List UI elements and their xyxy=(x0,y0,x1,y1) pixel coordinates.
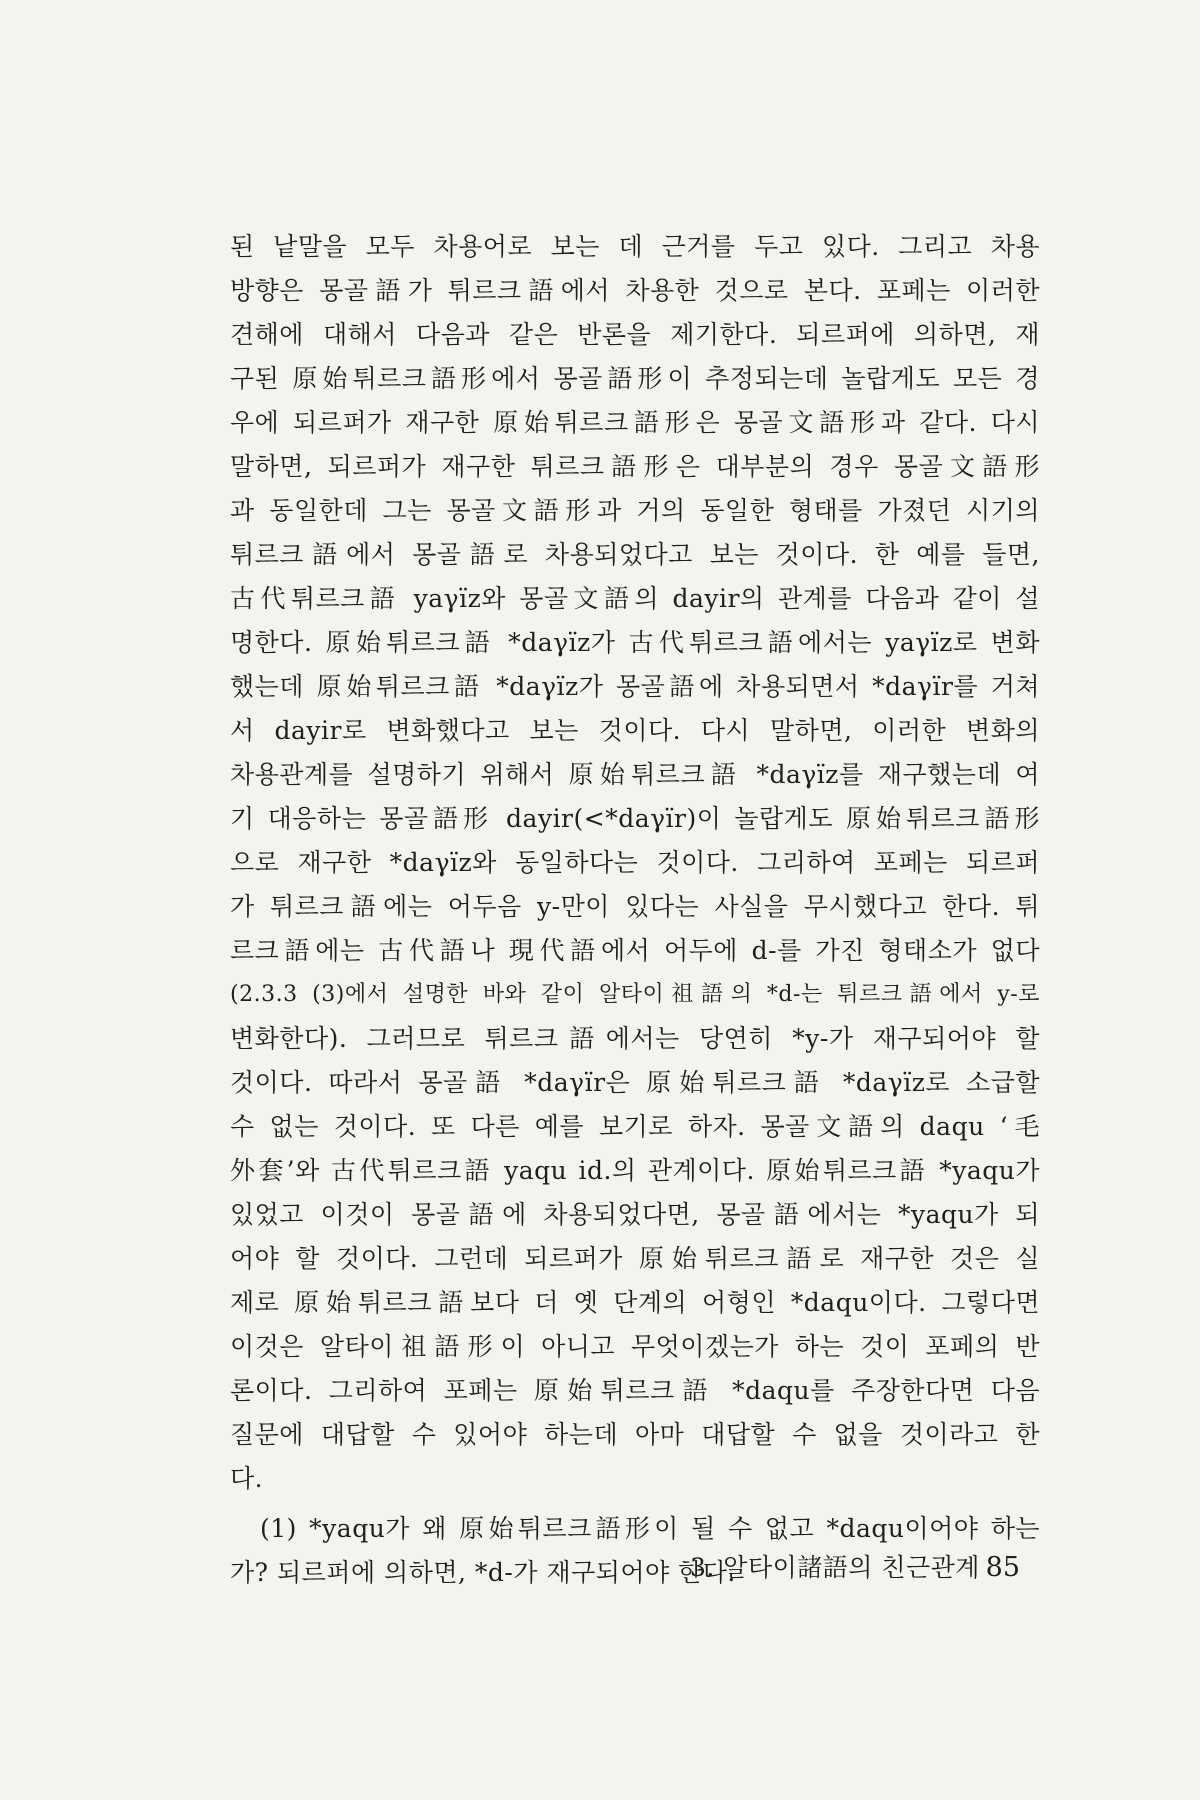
text-line: 다. xyxy=(230,1464,264,1493)
text-line: 질문에 대답할 수 있어야 하는데 아마 대답할 수 없을 것이라고 한 xyxy=(230,1420,1040,1449)
text-line: 外套’와 古代튀르크語 yaqu id.의 관계이다. 原始튀르크語 *yaqu가 xyxy=(230,1156,1040,1185)
text-line: 했는데 原始튀르크語 *daγïz가 몽골語에 차용되면서 *daγïr를 거쳐 xyxy=(230,672,1040,701)
text-line: 古代튀르크語 yaγïz와 몽골文語의 dayir의 관계를 다음과 같이 설 xyxy=(230,584,1040,613)
text-line: 서 dayir로 변화했다고 보는 것이다. 다시 말하면, 이러한 변화의 xyxy=(230,716,1040,745)
text-line: 제로 原始튀르크語보다 더 옛 단계의 어형인 *daqu이다. 그렇다면 xyxy=(230,1288,1040,1317)
text-line: 구된 原始튀르크語形에서 몽골語形이 추정되는데 놀랍게도 모든 경 xyxy=(230,364,1040,393)
text-line: 차용관계를 설명하기 위해서 原始튀르크語 *daγïz를 재구했는데 여 xyxy=(230,760,1040,789)
text-line: 이것은 알타이祖語形이 아니고 무엇이겠는가 하는 것이 포페의 반 xyxy=(230,1332,1040,1361)
text-line: 으로 재구한 *daγïz와 동일하다는 것이다. 그리하여 포페는 되르퍼 xyxy=(230,848,1040,877)
question-line: 가? 되르퍼에 의하면, *d-가 재구되어야 한다. xyxy=(230,1558,736,1587)
text-line: 것이다. 따라서 몽골語 *daγïr은 原始튀르크語 *daγïz로 소급할 xyxy=(230,1068,1040,1097)
text-line: 수 없는 것이다. 또 다른 예를 보기로 하자. 몽골文語의 daqu ‘毛 xyxy=(230,1112,1040,1141)
text-line: 르크語에는 古代語나 現代語에서 어두에 d-를 가진 형태소가 없다 xyxy=(230,936,1040,965)
running-head: 3. 알타이諸語의 친근관계 xyxy=(690,1553,980,1582)
text-line: 튀르크語에서 몽골語로 차용되었다고 보는 것이다. 한 예를 들면, xyxy=(230,540,1040,569)
text-line: (2.3.3 (3)에서 설명한 바와 같이 알타이祖語의 *d-는 튀르크語에서 y-로 xyxy=(230,982,1040,1007)
text-line: 우에 되르퍼가 재구한 原始튀르크語形은 몽골文語形과 같다. 다시 xyxy=(230,408,1040,437)
text-line: 견해에 대해서 다음과 같은 반론을 제기한다. 되르퍼에 의하면, 재 xyxy=(230,320,1040,349)
text-line: 어야 할 것이다. 그런데 되르퍼가 原始튀르크語로 재구한 것은 실 xyxy=(230,1244,1040,1273)
body-text xyxy=(230,225,1040,1595)
text-line: 과 동일한데 그는 몽골文語形과 거의 동일한 형태를 가졌던 시기의 xyxy=(230,496,1040,525)
text-line: 가 튀르크語에는 어두음 y-만이 있다는 사실을 무시했다고 한다. 튀 xyxy=(230,892,1040,921)
question-line: (1) *yaqu가 왜 原始튀르크語形이 될 수 없고 *daqu이어야 하는 xyxy=(260,1514,1040,1543)
page-footer xyxy=(690,1548,1020,1584)
text-line: 된 낱말을 모두 차용어로 보는 데 근거를 두고 있다. 그리고 차용 xyxy=(230,232,1040,261)
text-line: 론이다. 그리하여 포페는 原始튀르크語 *daqu를 주장한다면 다음 xyxy=(230,1376,1040,1405)
text-line: 변화한다). 그러므로 튀르크語에서는 당연히 *y-가 재구되어야 할 xyxy=(230,1024,1040,1053)
text-line: 기 대응하는 몽골語形 dayir(<*daγïr)이 놀랍게도 原始튀르크語形 xyxy=(230,804,1040,833)
text-line: 명한다. 原始튀르크語 *daγïz가 古代튀르크語에서는 yaγïz로 변화 xyxy=(230,628,1040,657)
text-line: 방향은 몽골語가 튀르크語에서 차용한 것으로 본다. 포페는 이러한 xyxy=(230,276,1040,305)
page-number: 85 xyxy=(985,1552,1020,1583)
text-line: 말하면, 되르퍼가 재구한 튀르크語形은 대부분의 경우 몽골文語形 xyxy=(230,452,1040,481)
text-line: 있었고 이것이 몽골語에 차용되었다면, 몽골語에서는 *yaqu가 되 xyxy=(230,1200,1040,1229)
